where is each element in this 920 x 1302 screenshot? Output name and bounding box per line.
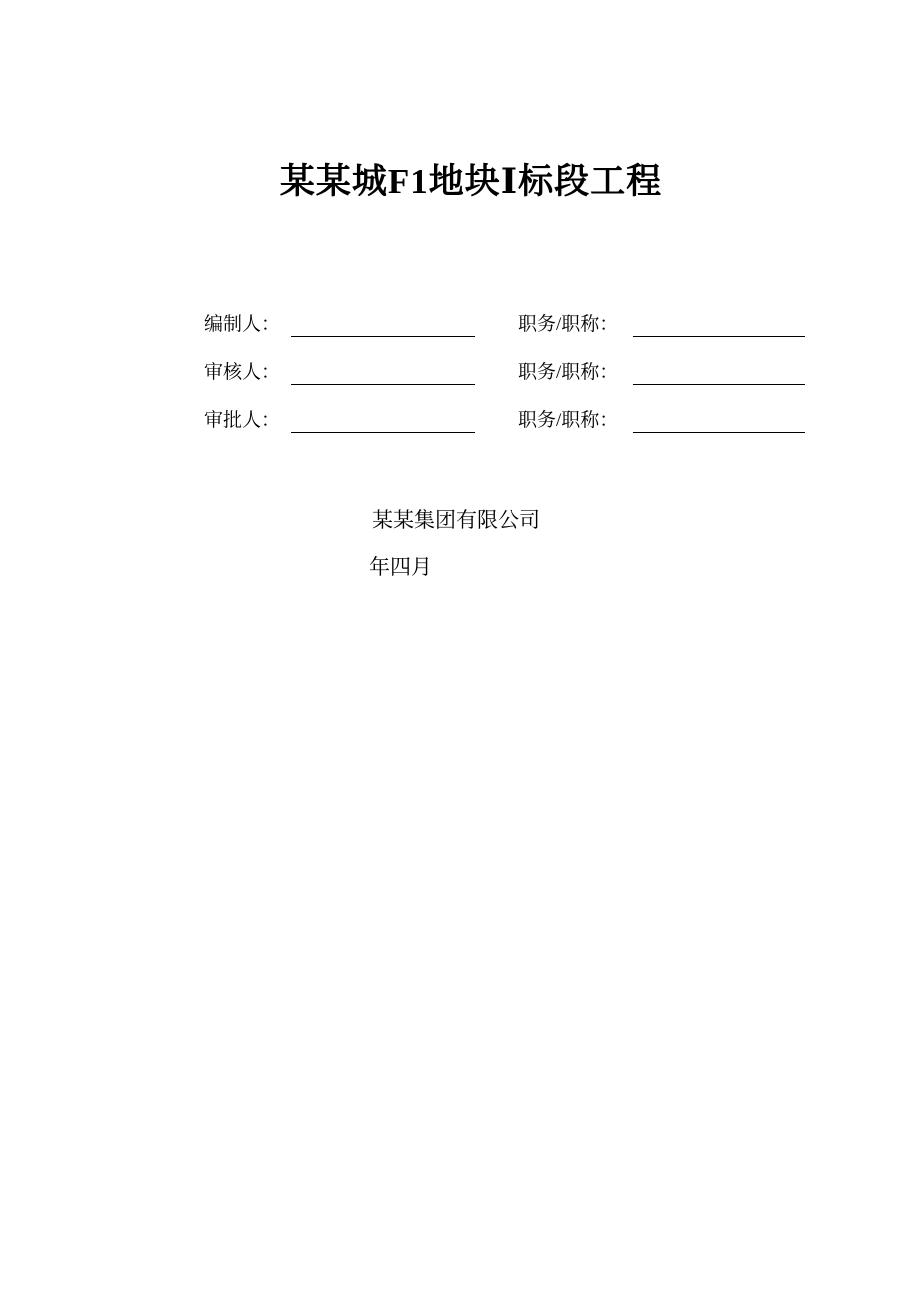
approver-position-label: 职务/职称： [518,410,619,431]
document-title: 某某城F1地块Ⅰ标段工程 [279,162,663,201]
reviewer-position-line [633,384,805,385]
compiler-signature-line [291,336,475,337]
document-date: 年四月 [369,555,432,579]
reviewer-label: 审核人： [204,362,281,383]
signature-row-compiler [204,310,814,358]
compiler-position-line [633,336,805,337]
signature-row-approver [204,406,814,454]
reviewer-signature-line [291,384,475,385]
signature-row-reviewer [204,358,814,406]
approver-signature-line [291,432,475,433]
company-name: 某某集团有限公司 [372,508,540,532]
compiler-position-label: 职务/职称： [518,314,619,335]
reviewer-position-label: 职务/职称： [518,362,619,383]
signature-block [204,310,814,454]
approver-position-line [633,432,805,433]
compiler-label: 编制人： [204,314,281,335]
approver-label: 审批人： [204,410,281,431]
